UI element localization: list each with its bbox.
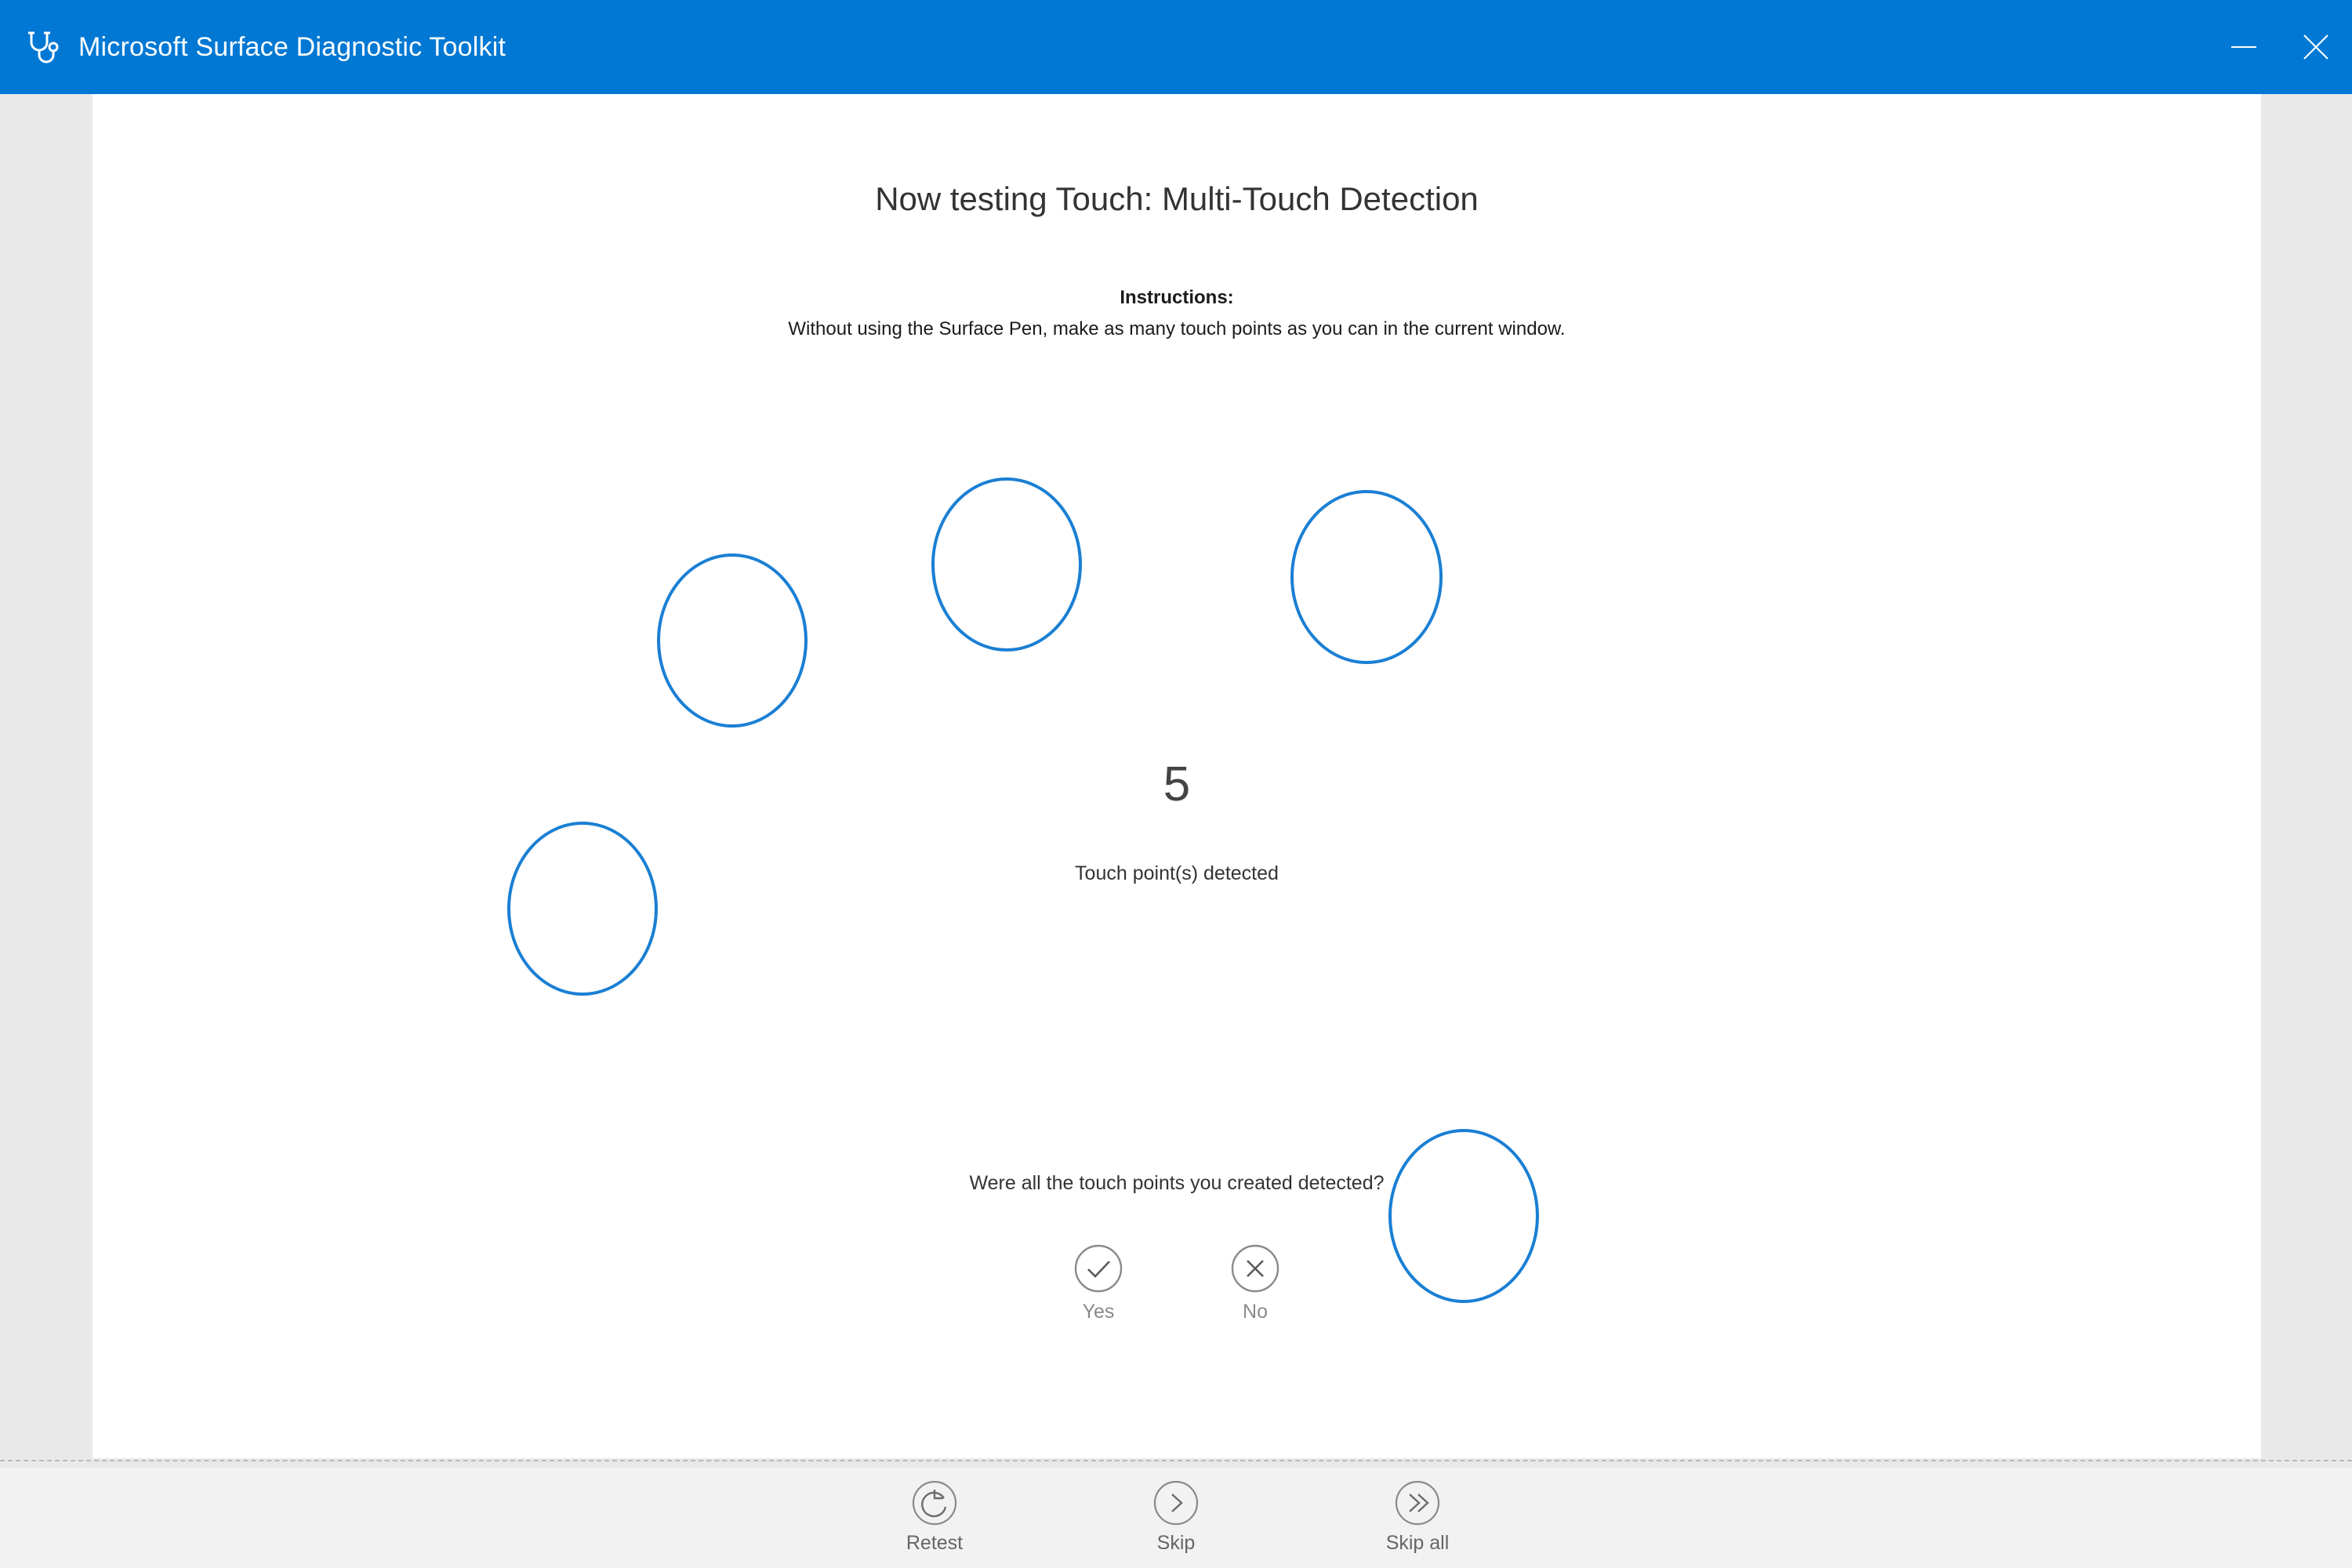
answer-buttons	[93, 1243, 2261, 1323]
left-background-strip	[0, 94, 93, 1458]
touch-point-circle	[931, 477, 1082, 652]
instructions-block	[93, 282, 2261, 345]
close-icon	[2301, 32, 2331, 62]
skip-button-label: Skip	[1156, 1532, 1196, 1554]
refresh-icon	[910, 1479, 959, 1527]
x-circle-icon	[1229, 1243, 1281, 1294]
touch-point-circle	[507, 822, 658, 996]
touch-count-value: 5	[1163, 757, 1191, 811]
no-button[interactable]	[1204, 1243, 1306, 1323]
close-button[interactable]	[2280, 0, 2352, 94]
commandbar-divider	[0, 1460, 2352, 1461]
title-bar	[0, 0, 2352, 94]
yes-button[interactable]	[1047, 1243, 1149, 1323]
no-button-label: No	[1243, 1301, 1268, 1323]
confirmation-question: Were all the touch points you created detected?	[969, 1172, 1385, 1194]
instructions-text: Without using the Surface Pen, make as many touch points as you can in the current window.	[788, 318, 1566, 339]
command-bar	[0, 1468, 2352, 1568]
skip-all-button[interactable]	[1343, 1479, 1492, 1555]
minimize-icon	[2231, 46, 2256, 48]
skip-all-button-label: Skip all	[1385, 1532, 1450, 1554]
stethoscope-icon	[20, 25, 64, 69]
yes-button-label: Yes	[1082, 1301, 1115, 1323]
skip-button[interactable]	[1102, 1479, 1250, 1555]
touch-count-caption: Touch point(s) detected	[1075, 862, 1279, 884]
right-background-strip	[2261, 94, 2352, 1458]
minimize-button[interactable]	[2208, 0, 2280, 94]
window-title: Microsoft Surface Diagnostic Toolkit	[78, 31, 506, 62]
check-circle-icon	[1073, 1243, 1124, 1294]
retest-button[interactable]	[860, 1479, 1009, 1555]
page-title: Now testing Touch: Multi-Touch Detection	[875, 180, 1479, 217]
retest-button-label: Retest	[906, 1532, 964, 1554]
double-chevron-right-circle-icon	[1393, 1479, 1442, 1527]
touch-point-circle	[1290, 490, 1443, 664]
touch-point-circle	[657, 554, 808, 728]
test-content-area[interactable]	[93, 94, 2261, 1458]
chevron-right-circle-icon	[1152, 1479, 1200, 1527]
instructions-label: Instructions:	[1120, 287, 1234, 308]
